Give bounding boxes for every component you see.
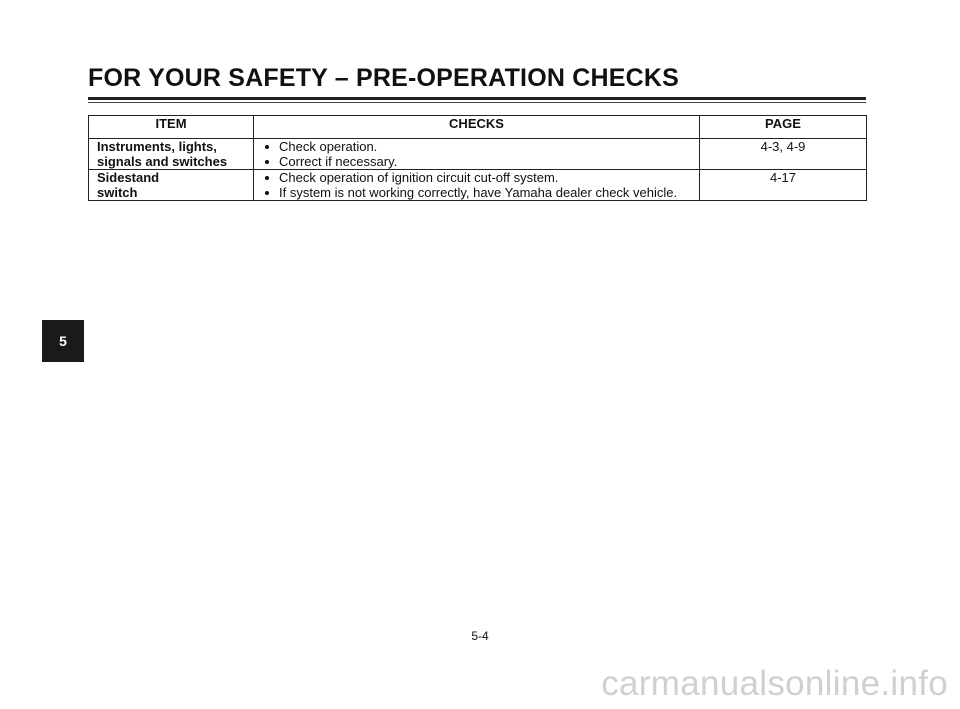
column-header-page: PAGE <box>700 116 867 139</box>
item-label-line: Instruments, lights, <box>97 139 217 154</box>
column-header-checks: CHECKS <box>254 116 700 139</box>
check-item <box>262 185 691 200</box>
check-item <box>262 170 691 185</box>
title-underline-thick <box>88 97 866 100</box>
page-reference: 4-17 <box>700 170 867 201</box>
bullet-icon <box>265 191 269 195</box>
item-label-line: signals and switches <box>97 154 228 169</box>
page-number: 5-4 <box>471 629 489 643</box>
page-title: FOR YOUR SAFETY – PRE-OPERATION CHECKS <box>88 64 680 92</box>
item-cell <box>89 139 254 170</box>
watermark-text: carmanualsonline.info <box>601 664 948 703</box>
check-text: Check operation of ignition circuit cut-off system. <box>279 170 559 185</box>
check-text: Correct if necessary. <box>279 154 398 169</box>
pre-operation-checks-table <box>88 115 867 201</box>
table-header-row <box>89 116 867 139</box>
column-header-item: ITEM <box>89 116 254 139</box>
table-row <box>89 170 867 201</box>
item-label-line: Sidestand <box>97 170 160 185</box>
page-reference: 4-3, 4-9 <box>700 139 867 170</box>
bullet-icon <box>265 160 269 164</box>
chapter-tab: 5 <box>42 320 84 362</box>
checks-list <box>262 139 691 169</box>
table-row <box>89 139 867 170</box>
item-label-line: switch <box>97 185 138 200</box>
checks-list <box>262 170 691 200</box>
checks-cell <box>254 170 700 201</box>
check-item <box>262 154 691 169</box>
check-text: If system is not working correctly, have Yamaha dealer check vehicle. <box>279 185 678 200</box>
bullet-icon <box>265 145 269 149</box>
checks-cell <box>254 139 700 170</box>
title-underline-thin <box>88 102 866 103</box>
item-cell <box>89 170 254 201</box>
check-item <box>262 139 691 154</box>
bullet-icon <box>265 176 269 180</box>
check-text: Check operation. <box>279 139 378 154</box>
